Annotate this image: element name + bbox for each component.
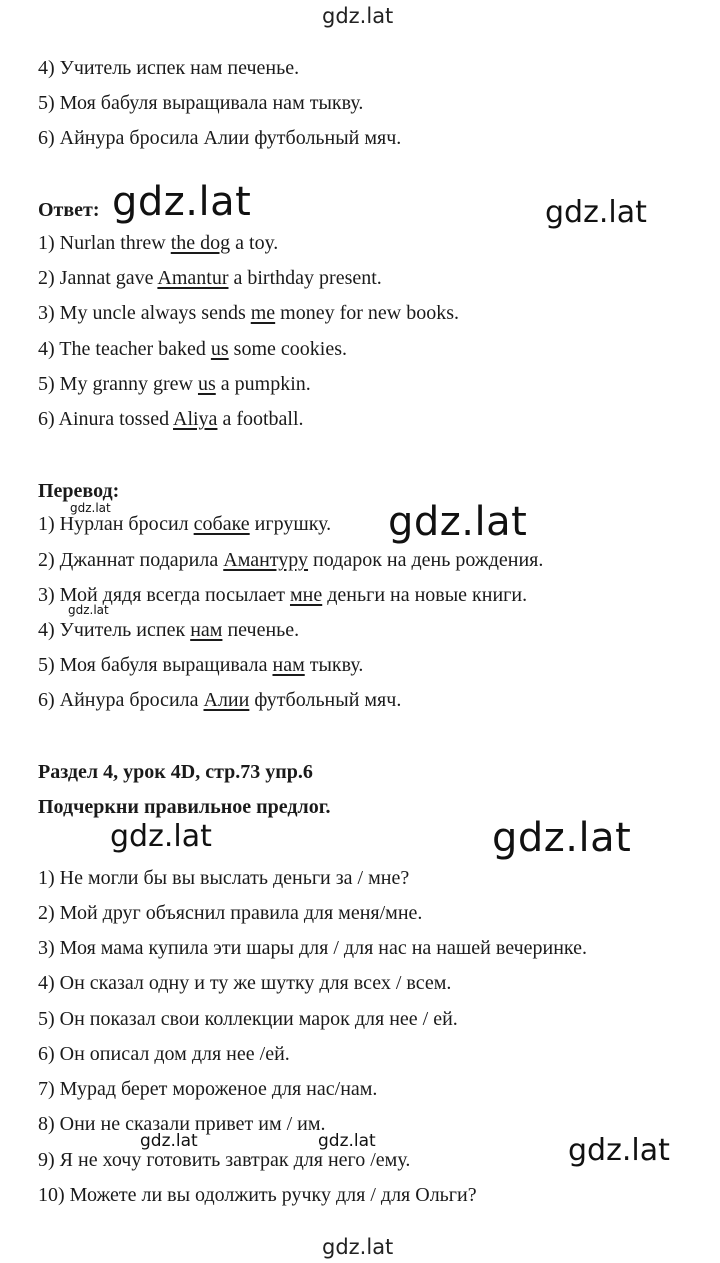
answer-line: 3) My uncle always sends me money for new books. — [38, 302, 460, 324]
translation-line: 6) Айнура бросила Алии футбольный мяч. — [38, 689, 402, 711]
answer-line: 5) My granny grew us a pumpkin. — [38, 373, 311, 395]
answer-line: 1) Nurlan threw the dog a toy. — [38, 232, 279, 254]
watermark: gdz.lat — [110, 819, 212, 854]
exercise-line: 9) Я не хочу готовить завтрак для него /ему. — [38, 1149, 411, 1171]
exercise-line: 6) Он описал дом для нее /ей. — [38, 1043, 290, 1065]
underlined-word: нам — [190, 619, 223, 641]
answer-line: 6) Ainura tossed Aliya a football. — [38, 408, 304, 430]
watermark: gdz.lat — [70, 501, 111, 515]
translation-heading: Перевод: — [38, 480, 120, 502]
underlined-word: Амантуру — [223, 549, 309, 571]
answer-line: 4) The teacher baked us some cookies. — [38, 338, 347, 360]
exercise-line: 2) Мой друг объяснил правила для меня/мне. — [38, 902, 423, 924]
answer-line: 2) Jannat gave Amantur a birthday present. — [38, 267, 382, 289]
underlined-word: the dog — [170, 232, 231, 254]
watermark: gdz.lat — [492, 815, 632, 861]
underlined-word: us — [210, 338, 229, 360]
exercise-line: 5) Он показал свои коллекции марок для нее / ей. — [38, 1008, 458, 1030]
translation-line: 2) Джаннат подарила Амантуру подарок на день рождения. — [38, 549, 544, 571]
watermark: gdz.lat — [388, 499, 528, 545]
watermark: gdz.lat — [545, 195, 647, 230]
underlined-word: нам — [272, 654, 305, 676]
exercise-line: 1) Не могли бы вы выслать деньги за / мне? — [38, 867, 410, 889]
underlined-word: собаке — [193, 513, 250, 535]
section-title: Раздел 4, урок 4D, стр.73 упр.6 — [38, 761, 313, 783]
translation-line: 5) Моя бабуля выращивала нам тыкву. — [38, 654, 364, 676]
translation-line: 3) Мой дядя всегда посылает мне деньги на новые книги. — [38, 584, 528, 606]
watermark: gdz.lat — [112, 179, 252, 225]
text-line: 5) Моя бабуля выращивала нам тыкву. — [38, 92, 364, 114]
translation-line: 1) Нурлан бросил собаке игрушку. — [38, 513, 332, 535]
answer-heading: Ответ: — [38, 199, 100, 221]
exercise-line: 7) Мурад берет мороженое для нас/нам. — [38, 1078, 378, 1100]
watermark: gdz.lat — [568, 1133, 670, 1168]
underlined-word: us — [197, 373, 216, 395]
watermark: gdz.lat — [140, 1131, 198, 1151]
text-line: 4) Учитель испек нам печенье. — [38, 57, 300, 79]
underlined-word: Amantur — [157, 267, 229, 289]
watermark-top: gdz.lat — [322, 4, 394, 28]
underlined-word: Aliya — [173, 408, 218, 430]
exercise-line: 4) Он сказал одну и ту же шутку для всех / всем. — [38, 972, 452, 994]
task-heading: Подчеркни правильное предлог. — [38, 796, 331, 818]
text-line: 6) Айнура бросила Алии футбольный мяч. — [38, 127, 402, 149]
underlined-word: Алии — [203, 689, 250, 711]
watermark-bottom: gdz.lat — [322, 1235, 394, 1259]
underlined-word: мне — [289, 584, 323, 606]
translation-line: 4) Учитель испек нам печенье. — [38, 619, 300, 641]
watermark: gdz.lat — [68, 603, 109, 617]
exercise-line: 10) Можете ли вы одолжить ручку для / для Ольги? — [38, 1184, 477, 1206]
exercise-line: 8) Они не сказали привет им / им. — [38, 1113, 326, 1135]
underlined-word: me — [250, 302, 276, 324]
watermark: gdz.lat — [318, 1131, 376, 1151]
exercise-line: 3) Моя мама купила эти шары для / для нас на нашей вечеринке. — [38, 937, 588, 959]
